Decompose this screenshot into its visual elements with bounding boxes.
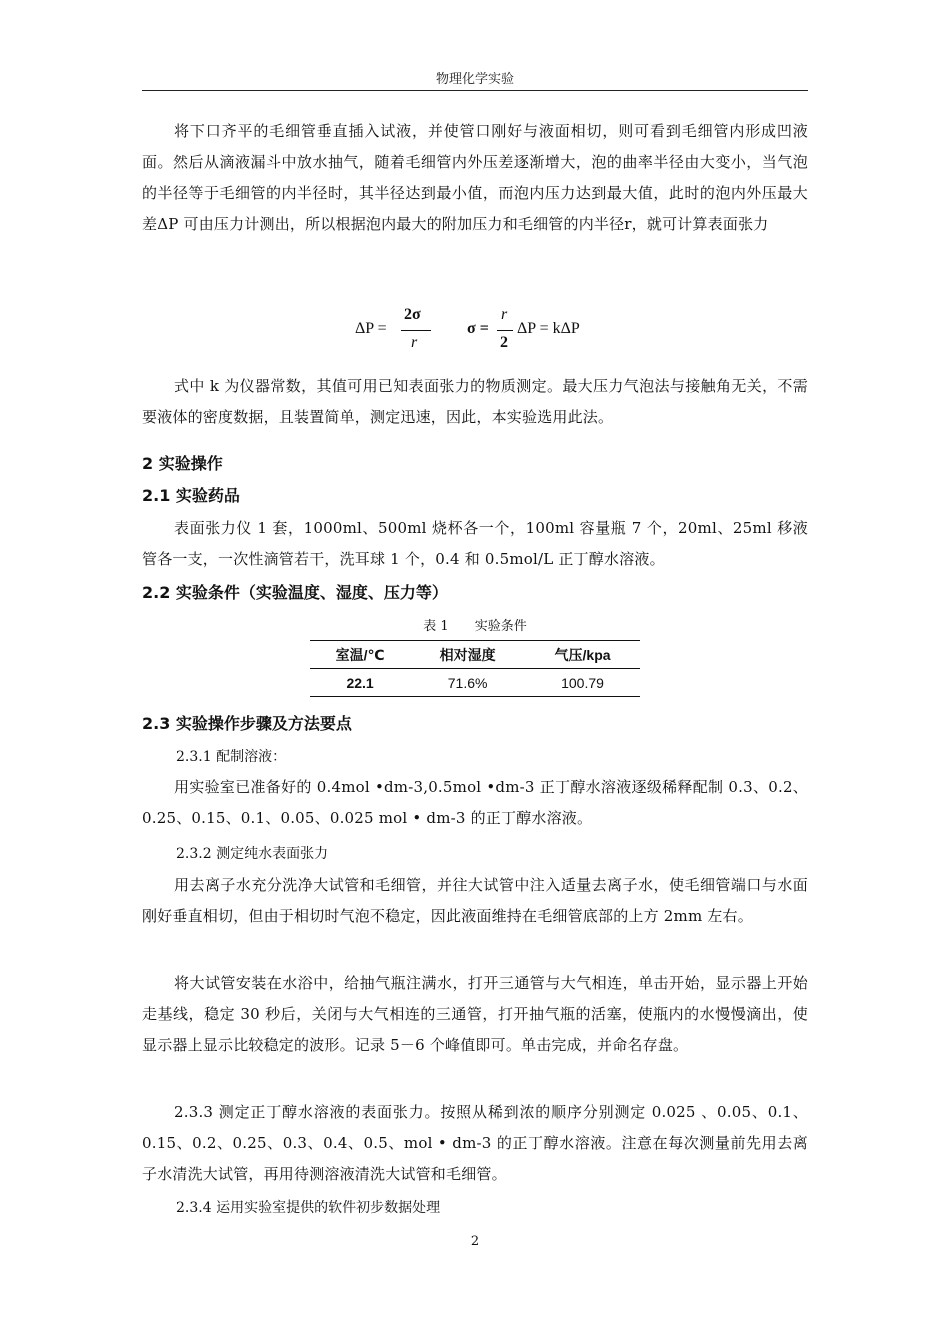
section-heading-2-3: 2.3 实验操作步骤及方法要点 bbox=[142, 714, 352, 733]
formula-delta-p: ΔP = bbox=[355, 320, 387, 337]
step-heading-2-3-4: 2.3.4 运用实验室提供的软件初步数据处理 bbox=[176, 1200, 441, 1216]
header-divider bbox=[142, 90, 808, 91]
cell-temperature: 22.1 bbox=[346, 674, 374, 691]
table-caption: 表 1 实验条件 bbox=[423, 619, 527, 634]
paragraph-pure-water-1: 用去离子水充分洗净大试管和毛细管，并往大试管中注入适量去离子水，使毛细管端口与水面刚好垂直相切，但由于相切时气泡不稳定，因此液面维持在毛细管底部的上方 2mm 左右。 bbox=[142, 876, 808, 925]
conditions-table bbox=[310, 640, 640, 697]
paragraph-butanol-measurement: 2.3.3 测定正丁醇水溶液的表面张力。按照从稀到浓的顺序分别测定 0.025 、0.05、0.1、0.15、0.2、0.25、0.3、0.4、0.5、mol • dm-3 的正丁醇水溶液。注意在每次测量前先用去离子水清洗大试管，再用待测溶液清洗大试管和毛细管。 bbox=[142, 1103, 808, 1183]
header-cell-pressure: 气压/kpa bbox=[554, 646, 611, 663]
surface-tension-formula bbox=[355, 306, 615, 358]
formula-sigma: σ = bbox=[467, 320, 489, 337]
formula-denominator-1: r bbox=[411, 334, 418, 351]
formula-numerator-1: 2σ bbox=[404, 306, 421, 323]
header-cell-temperature: 室温/℃ bbox=[335, 646, 385, 663]
paragraph-reagents: 表面张力仪 1 套，1000ml、500ml 烧杯各一个，100ml 容量瓶 7 个，20ml、25ml 移液管各一支，一次性滴管若干，洗耳球 1 个，0.4 和 0.5mol/L 正丁醇水溶液。 bbox=[142, 519, 808, 568]
section-heading-2: 2 实验操作 bbox=[142, 454, 223, 473]
paragraph-prepare-solution: 用实验室已准备好的 0.4mol •dm-3,0.5mol •dm-3 正丁醇水溶液逐级稀释配制 0.3、0.2、0.25、0.15、0.1、0.05、0.025 mol • dm-3 的正丁醇水溶液。 bbox=[142, 778, 808, 827]
page-number: 2 bbox=[470, 1234, 480, 1249]
paragraph-pure-water-2: 将大试管安装在水浴中，给抽气瓶注满水，打开三通管与大气相连，单击开始，显示器上开始走基线，稳定 30 秒后，关闭与大气相连的三通管，打开抽气瓶的活塞，使瓶内的水慢慢滴出，使显示器上显示比较稳定的波形。记录 5－6 个峰值即可。单击完成，并命名存盘。 bbox=[142, 974, 808, 1054]
fraction-bar-1 bbox=[401, 330, 431, 331]
table-header-row bbox=[310, 641, 640, 669]
section-heading-2-2: 2.2 实验条件（实验温度、湿度、压力等） bbox=[142, 583, 448, 602]
cell-humidity: 71.6% bbox=[447, 674, 488, 691]
section-heading-2-1: 2.1 实验药品 bbox=[142, 486, 240, 505]
paragraph-bubble-method: 将下口齐平的毛细管垂直插入试液，并使管口刚好与液面相切，则可看到毛细管内形成凹液面。然后从滴液漏斗中放水抽气，随着毛细管内外压差逐渐增大，泡的曲率半径由大变小，当气泡的半径等于毛细管的内半径时，其半径达到最小值，而泡内压力达到最大值，此时的泡内外压最大差ΔP 可由压力计测出，所以根据泡内最大的附加压力和毛细管的内半径r，就可计算表面张力 bbox=[142, 122, 808, 233]
paragraph-instrument-constant: 式中 k 为仪器常数，其值可用已知表面张力的物质测定。最大压力气泡法与接触角无关，不需要液体的密度数据，且装置简单，测定迅速，因此，本实验选用此法。 bbox=[142, 377, 808, 426]
formula-tail: ΔP = kΔP bbox=[517, 320, 580, 337]
header-cell-humidity: 相对湿度 bbox=[439, 646, 496, 663]
cell-pressure: 100.79 bbox=[561, 674, 604, 691]
formula-denominator-2: 2 bbox=[500, 334, 508, 351]
fraction-bar-2 bbox=[497, 330, 513, 331]
step-heading-2-3-1: 2.3.1 配制溶液： bbox=[176, 749, 287, 765]
page-header: 物理化学实验 bbox=[435, 72, 514, 87]
step-heading-2-3-2: 2.3.2 测定纯水表面张力 bbox=[176, 846, 329, 862]
formula-numerator-2: r bbox=[501, 306, 508, 323]
table-row bbox=[310, 669, 640, 697]
